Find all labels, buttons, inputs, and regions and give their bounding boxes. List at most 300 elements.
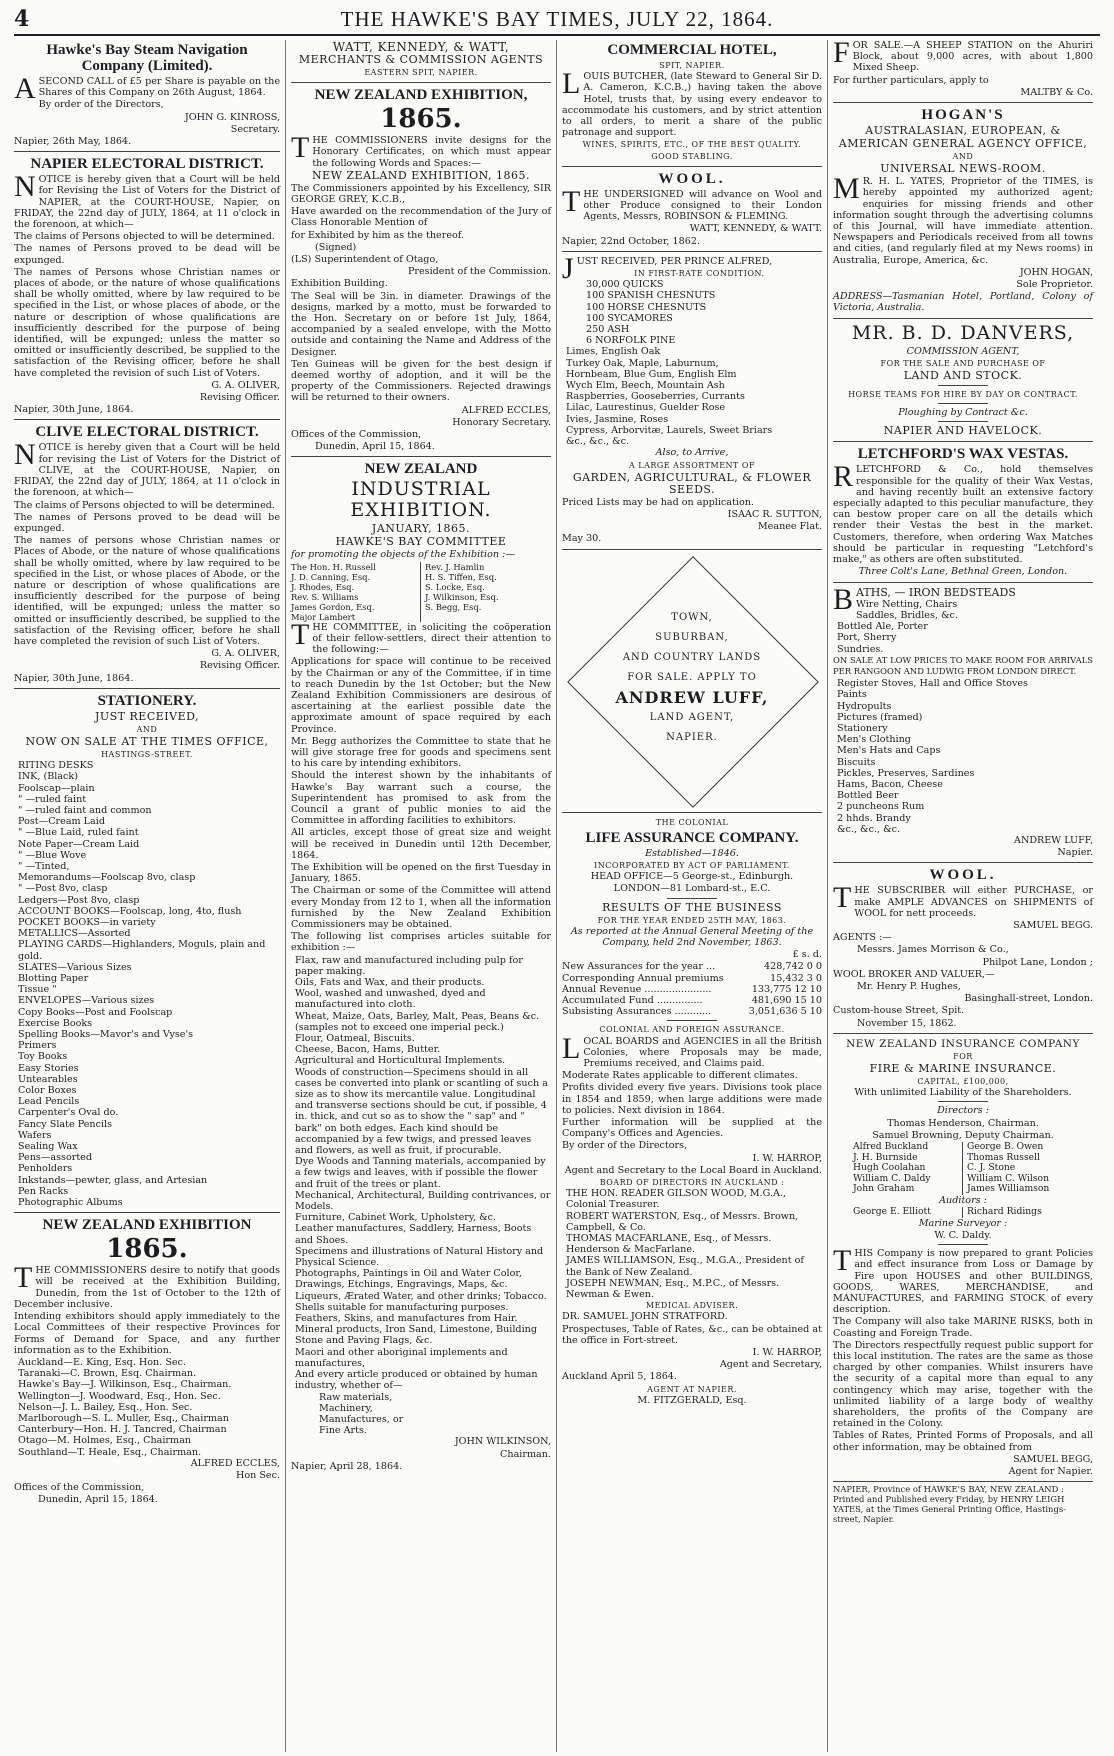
napier-text-2: The claims of Persons objected to will be determined. bbox=[14, 231, 275, 243]
nze1-list bbox=[14, 1357, 280, 1458]
nze2-text-4: for Exhibited by him as the thereof. bbox=[291, 229, 465, 241]
ind-items bbox=[291, 955, 551, 1392]
nursery-plant-item: Raspberries, Gooseberries, Currants bbox=[566, 391, 745, 403]
director-name: Alfred Buckland bbox=[853, 1141, 929, 1153]
stationery-item: Foolscap—plain bbox=[18, 782, 95, 794]
wool2-agents: AGENTS :— bbox=[833, 932, 892, 944]
nzi-text-1: THIS Company is now prepared to grant Policies and effect insurance from Loss or Damage by Fire upon HOUSES and other BUILDINGS, GOODS, WARES, MERCHANDISE, and MANUFACTURES, and FARMING STOCK of every description. bbox=[833, 1244, 1093, 1316]
stationery-item: Memorandums—Foolscap 8vo, clasp bbox=[18, 872, 196, 884]
exhibition-article: Maori and other aboriginal implements and manufactures, bbox=[295, 1346, 508, 1369]
paper-title: THE HAWKE'S BAY TIMES, JULY 22, 1864. bbox=[340, 7, 774, 31]
colonial-agent: M. FITZGERALD, Esq. bbox=[637, 1394, 747, 1406]
director-name: George B. Owen bbox=[967, 1141, 1044, 1153]
exhibition-article: Photographs, Paintings in Oil and Water Color, Drawings, Etchings, Engravings, Maps, &c. bbox=[295, 1268, 522, 1291]
stationery-heading: STATIONERY. bbox=[97, 692, 197, 709]
exhibition-article: Oils, Fats and Wax, and their products. bbox=[295, 976, 485, 988]
clive-date: Napier, 30th June, 1864. bbox=[14, 672, 134, 684]
hogan-role: Sole Proprietor. bbox=[1016, 279, 1093, 291]
luff-diamond-ad bbox=[567, 556, 817, 806]
results-row bbox=[562, 1006, 822, 1017]
stationery-item: Sealing Wax bbox=[18, 1141, 78, 1153]
results-value: 428,742 0 0 bbox=[764, 961, 822, 973]
nze2-sig: ALFRED ECCLES, bbox=[461, 404, 551, 416]
exhibition-article: Specimens and illustrations of Natural History and Physical Science. bbox=[295, 1245, 544, 1269]
stationery-item: Photographic Albums bbox=[18, 1197, 123, 1209]
hogan-text: M R. H. L. YATES, Proprietor of the TIMES, is hereby appointed my authorized agent; enquiries for missing friends and other information sought through the advertising columns of this Journal, will have immediate attention. Newspapers and Periodicals received from all towns and cities, (and regularly filed at my News rooms) in Australia, Europe, America, &c. bbox=[833, 172, 1093, 266]
alfred-price-lists: Priced Lists may be had on application. bbox=[562, 496, 754, 508]
steam-order: By order of the Directors, bbox=[38, 99, 164, 111]
results-value: 133,775 12 10 bbox=[751, 983, 822, 995]
director-entry: ROBERT WATERSTON, Esq., of Messrs. Brown, Campbell, & Co. bbox=[566, 1210, 799, 1233]
nzi-text-4: Tables of Rates, Printed Forms of Proposals, and all other information, may be obtained from bbox=[833, 1430, 1093, 1453]
nze2-text-10: Ten Guineas will be given for the best design if deemed worthy of adoption, and it will be the property of the Commissioners. Rejected drawings will be returned to their owners. bbox=[291, 358, 551, 404]
danvers-heading: MR. B. D. DANVERS, bbox=[851, 321, 1075, 344]
stationery-item: METALLICS—Assorted bbox=[18, 928, 131, 940]
nzi-liability: With unlimited Liability of the Shareholders. bbox=[854, 1087, 1072, 1099]
napier-sig: G. A. OLIVER, bbox=[211, 379, 280, 391]
masthead bbox=[14, 6, 1100, 36]
stationery-item: Lead Pencils bbox=[18, 1096, 80, 1108]
stock-item: &c., &c., &c. bbox=[837, 823, 901, 835]
nursery-plant-item: Hornbeam, Blue Gum, English Elm bbox=[566, 368, 737, 380]
stationery-item: " —ruled faint and common bbox=[18, 804, 152, 816]
stock-item: Paints bbox=[837, 689, 867, 701]
clive-sig: G. A. OLIVER, bbox=[211, 648, 280, 660]
page-number: 4 bbox=[14, 6, 30, 32]
nzi-sub: FIRE & MARINE INSURANCE. bbox=[869, 1062, 1057, 1076]
committee-member: J. D. Canning, Esq. bbox=[291, 571, 371, 582]
hotel-stabling: GOOD STABLING. bbox=[651, 151, 733, 161]
hotel-wines: WINES, SPIRITS, ETC., OF THE BEST QUALITY. bbox=[582, 140, 802, 150]
exhibition-article: Feathers, Skins, and manufactures from Hair. bbox=[295, 1313, 518, 1325]
stationery-item: Copy Books—Post and Foolscap bbox=[18, 1006, 173, 1018]
exhibition-category: Machinery, bbox=[319, 1402, 373, 1414]
napier-text-3: The names of Persons proved to be dead will be expunged. bbox=[14, 243, 280, 266]
stock-item: Bottled Ale, Porter bbox=[837, 621, 928, 633]
committee-member: J. Rhodes, Esq. bbox=[291, 581, 355, 592]
ind-text-5: All articles, except those of great size and weight will be received in Dunedin until 12th December, 1864. bbox=[291, 827, 551, 861]
hogan-sig: JOHN HOGAN, bbox=[1019, 266, 1093, 278]
nursery-plant-item: Limes, English Oak bbox=[566, 346, 661, 358]
committee-entry: Otago—M. Holmes, Esq., Chairman bbox=[18, 1435, 191, 1447]
danvers-napier: NAPIER AND HAVELOCK. bbox=[883, 424, 1043, 438]
column-4 bbox=[827, 40, 1098, 1752]
exhibition-article: Liqueurs, Ærated Water, and other drinks; Tobacco. bbox=[295, 1290, 547, 1302]
results-value: 481,690 15 10 bbox=[751, 994, 822, 1006]
alfred-list bbox=[562, 346, 822, 447]
nzi-capital: CAPITAL, £100,000, bbox=[917, 1077, 1009, 1087]
colonial-pre: THE COLONIAL bbox=[655, 817, 729, 827]
stationery-item: POCKET BOOKS—in variety bbox=[18, 917, 156, 928]
nzi-auditors bbox=[833, 1207, 1093, 1218]
nze2-text-8: Exhibition Building. bbox=[291, 278, 388, 290]
alfred-seeds: GARDEN, AGRICULTURAL, & FLOWER SEEDS. bbox=[572, 470, 812, 496]
ind-text-2: Applications for space will continue to be received by the Chairman or any of the Committee, if in time to reach Dunedin by the 1st October; but the New Zealand Exhibition Commissioners are desirous of ascertaining at the earliest possible date the approximate amount of space required by each Province. bbox=[291, 656, 551, 735]
stationery-item: " —Blue Wove bbox=[18, 849, 87, 861]
danvers-sub: COMMISSION AGENT, bbox=[906, 345, 1020, 357]
stationery-item: " —Post 8vo, clasp bbox=[18, 883, 108, 895]
clive-text-1: NOTICE is hereby given that a Court will be held for revising the List of Voters for the District of CLIVE, at the COURT-HOUSE, Napier, on FRIDAY, the 22nd day of JULY, 1864, at 11 o'clock in the forenoon, at which— bbox=[14, 438, 280, 499]
ind-sub-items bbox=[291, 1392, 551, 1437]
stationery-item: " —Tinted, bbox=[18, 860, 70, 872]
ind-sub: for promoting the objects of the Exhibition :— bbox=[291, 549, 515, 561]
committee-entry: Hawke's Bay—J. Wilkinson, Esq., Chairman. bbox=[18, 1379, 232, 1391]
stock-item: Pickles, Preserves, Sardines bbox=[837, 767, 975, 779]
nursery-stock-item: 100 SPANISH CHESNUTS bbox=[586, 290, 716, 302]
hogan-and: AND bbox=[952, 152, 974, 162]
letchford-heading: LETCHFORD'S WAX VESTAS. bbox=[857, 446, 1069, 463]
wool2-a1: Messrs. James Morrison & Co., bbox=[857, 944, 1009, 956]
alfred-assortment: A LARGE ASSORTMENT OF bbox=[628, 460, 756, 470]
exhibition-category: Manufactures, or bbox=[319, 1413, 404, 1425]
napier-text-4: The names of Persons whose Christian names or places of abode, or the nature of whose qualifications shall be wholly omitted, where by law required to be specified in the List, or whose places of abode, or the nature or description of whose qualifications are insufficiently described for the purpose of being identified, will be expunged; unless the matter so omitted or insufficiently described, be supplied to the satisfaction of the Revising officer, before he shall have completed the revision of such List of Voters. bbox=[14, 266, 280, 379]
colonial-text-4: Further information will be supplied at the Company's Offices and Agencies. bbox=[562, 1116, 822, 1140]
alfred-heading: JUST RECEIVED, PER PRINCE ALFRED, bbox=[562, 251, 773, 285]
stock-item: Wire Netting, Chairs bbox=[856, 598, 958, 610]
alfred-place: Meanee Flat. bbox=[757, 521, 822, 533]
stationery-item: Inkstands—pewter, glass, and Artesian bbox=[18, 1174, 208, 1186]
alfred-items bbox=[562, 279, 822, 346]
ind-sig: JOHN WILKINSON, bbox=[454, 1436, 551, 1448]
results-label: Annual Revenue ...................... bbox=[562, 983, 712, 995]
stationery-item: PLAYING CARDS—Highlanders, Moguls, plain and gold. bbox=[18, 939, 266, 962]
director-name: John Graham bbox=[853, 1183, 915, 1195]
colonial-doctor: DR. SAMUEL JOHN STRATFORD. bbox=[562, 1311, 728, 1323]
napier-role: Revising Officer. bbox=[199, 392, 280, 404]
stationery-item: Fancy Slate Pencils bbox=[18, 1118, 113, 1130]
nzi-sig: SAMUEL BEGG, bbox=[1013, 1453, 1093, 1465]
nze2-text-5: (Signed) bbox=[315, 241, 357, 253]
luff-line-4: FOR SALE. APPLY TO bbox=[627, 671, 757, 683]
baths-sig: ANDREW LUFF, bbox=[1014, 834, 1093, 846]
nze1-sig: ALFRED ECCLES, bbox=[190, 1457, 280, 1469]
stationery-item: Untearables bbox=[18, 1073, 78, 1085]
ind-members bbox=[291, 562, 551, 622]
nze2-heading: NEW ZEALAND EXHIBITION, bbox=[314, 87, 528, 104]
steam-heading: Hawke's Bay Steam Navigation Company (Limited). bbox=[46, 42, 248, 74]
stationery-item: Penholders bbox=[18, 1163, 73, 1175]
nzi-text-3: The Directors respectfully request public support for this local institution. The rates are the same as those charged by other companies. Whilst insurers have the security of a capital more than equal to any contingency which may arise, together with the unlimited liability of a large body of wealthy shareholders, the profits of the Company are retained in the Colony. bbox=[833, 1339, 1093, 1430]
hotel-sub: SPIT, NAPIER. bbox=[659, 61, 725, 70]
luff-line-2: SUBURBAN, bbox=[655, 631, 729, 643]
nze2-date: Dunedin, April 15, 1864. bbox=[315, 441, 435, 453]
watt-address: EASTERN SPIT, NAPIER. bbox=[364, 68, 478, 77]
ind-text-6: The Exhibition will be opened on the first Tuesday in January, 1865. bbox=[291, 861, 551, 885]
wool2-a5: Basinghall-street, London. bbox=[964, 993, 1093, 1005]
exhibition-article: Shells suitable for manufacturing purposes. bbox=[295, 1301, 509, 1313]
nze1-year: 1865. bbox=[106, 1234, 188, 1265]
wool2-a6: Custom-house Street, Spit. bbox=[833, 1005, 965, 1017]
director-name: J. H. Burnside bbox=[853, 1151, 918, 1163]
watt-heading: WATT, KENNEDY, & WATT, bbox=[332, 40, 510, 54]
stationery-item: Pens—assorted bbox=[18, 1152, 92, 1164]
colonial-reported: As reported at the Annual General Meeting of the Company, held 2nd November, 1863. bbox=[570, 925, 814, 948]
nzi-directors bbox=[833, 1142, 1093, 1195]
luff-line-7: NAPIER. bbox=[666, 731, 718, 743]
napier-date: Napier, 30th June, 1864. bbox=[14, 404, 134, 416]
clive-text-4: The names of persons whose Christian names or Places of Abode, or the nature of whose qualifications shall be wholly omitted, where by law required to be specified in the List, or whose places of Abode, or the nature or description of whose qualifications are insufficiently described for the purpose of being identified, will be expunged; unless the matter so omitted or insufficiently described, be supplied to the satisfaction of the Revising officer, before he shall have completed the revision of such List of Voters. bbox=[14, 535, 280, 647]
nze2-offices: Offices of the Commission, bbox=[291, 429, 422, 441]
luff-line-3: AND COUNTRY LANDS bbox=[622, 651, 762, 663]
committee-member: J. Wilkinson, Esq. bbox=[425, 591, 499, 602]
ind-committee: HAWKE'S BAY COMMITTEE bbox=[335, 535, 507, 549]
baths-place: Napier. bbox=[1057, 847, 1093, 859]
director-name: William C. Daldy bbox=[853, 1172, 931, 1184]
nze2-text-6: (LS) Superintendent of Otago, bbox=[291, 254, 439, 266]
colonial-text-1: LOCAL BOARDS and AGENCIES in all the British Colonies, where Proposals may be made, Premiums received, and Claims paid. bbox=[562, 1031, 822, 1069]
committee-entry: Canterbury—Hon. H. J. Tancred, Chairman bbox=[18, 1424, 227, 1436]
exhibition-article: Furniture, Cabinet Work, Upholstery, &c. bbox=[295, 1212, 497, 1224]
wool2-a2: Philpot Lane, London ; bbox=[982, 956, 1093, 968]
stationery-item: " —Blue Laid, ruled faint bbox=[18, 827, 139, 839]
nzi-surveyor: W. C. Daldy. bbox=[934, 1230, 992, 1241]
stationery-item: Tissue " bbox=[18, 984, 57, 996]
colonial-prospectuses: Prospectuses, Table of Rates, &c., can be obtained at the office in Fort-street. bbox=[562, 1323, 822, 1346]
stationery-item: Note Paper—Cream Laid bbox=[18, 838, 140, 850]
stationery-item: ACCOUNT BOOKS—Foolscap, long, 4to, flush bbox=[18, 905, 242, 917]
committee-member: Rev. S. Williams bbox=[291, 591, 359, 602]
stationery-item: Pen Racks bbox=[18, 1185, 69, 1197]
nze2-year: 1865. bbox=[380, 104, 462, 135]
stock-item: Biscuits bbox=[837, 756, 876, 768]
stationery-item: Color Boxes bbox=[18, 1085, 77, 1097]
committee-entry: Wellington—J. Woodward, Esq., Hon. Sec. bbox=[18, 1390, 221, 1402]
nze2-role: Honorary Secretary. bbox=[452, 416, 551, 428]
exhibition-article: Mineral products, Iron Sand, Limestone, Building Stone and Paving Flags, &c. bbox=[295, 1324, 537, 1347]
exhibition-category: Raw materials, bbox=[319, 1391, 393, 1403]
ind-text-8: The following list comprises articles suitable for exhibition :— bbox=[291, 931, 551, 954]
colonial-year: FOR THE YEAR ENDED 25TH MAY, 1863. bbox=[597, 915, 787, 925]
nze2-text-2: The Commissioners appointed by his Excellency, SIR GEORGE GREY, K.C.B., bbox=[291, 182, 551, 206]
stationery-item: Spelling Books—Mavor's and Vyse's bbox=[18, 1029, 194, 1041]
baths-on-sale: ON SALE AT LOW PRICES TO MAKE ROOM FOR ARRIVALS PER RANGOON AND LUDWIG FROM LONDON DIRECT. bbox=[833, 654, 1093, 676]
colonial-directors bbox=[562, 1188, 822, 1300]
wool2-sig: SAMUEL BEGG. bbox=[1013, 919, 1093, 931]
wool2-a4: Mr. Henry P. Hughes, bbox=[857, 981, 961, 992]
nzi-heading: NEW ZEALAND INSURANCE COMPANY bbox=[846, 1037, 1080, 1050]
stock-item: Port, Sherry bbox=[837, 632, 897, 644]
hogan-sub-1: AUSTRALASIAN, EUROPEAN, & bbox=[865, 124, 1061, 138]
stock-item: Pictures (framed) bbox=[837, 711, 923, 723]
results-label: New Assurances for the year ... bbox=[562, 961, 716, 973]
ind-date-signed: Napier, April 28, 1864. bbox=[291, 1460, 403, 1472]
results-row bbox=[562, 961, 822, 972]
luff-line-6: LAND AGENT, bbox=[649, 711, 735, 723]
committee-entry: Auckland—E. King, Esq. Hon. Sec. bbox=[18, 1356, 187, 1368]
nzi-for: FOR bbox=[953, 1051, 973, 1061]
colonial-established: Established—1846. bbox=[645, 847, 739, 859]
nursery-stock-item: 30,000 QUICKS bbox=[586, 279, 664, 291]
committee-member: The Hon. H. Russell bbox=[291, 561, 376, 572]
alfred-sig: ISAAC R. SUTTON, bbox=[727, 508, 822, 520]
nursery-stock-item: 100 HORSE CHESNUTS bbox=[586, 301, 707, 313]
sale-sig: MALTBY & Co. bbox=[1020, 86, 1093, 98]
committee-member: Major Lambert bbox=[291, 611, 356, 622]
nze1-date: Dunedin, April 15, 1864. bbox=[38, 1494, 158, 1506]
hotel-text: LOUIS BUTCHER, (late Steward to General Sir D. A. Cameron, K.C.B.,) having taken the above Hotel, trusts that, by using every endeavor to accommodate his customers, and by strict attention to all orders, to merit a share of the public patronage and support. bbox=[562, 67, 822, 139]
stock-item: Men's Hats and Caps bbox=[837, 745, 941, 757]
stock-item: Stationery bbox=[837, 722, 888, 734]
ind-text-3: Mr. Begg authorizes the Committee to state that he will give storage free for goods and specimens sent to his care by intending exhibitors. bbox=[291, 735, 551, 770]
nzi-directors-heading: Directors : bbox=[937, 1105, 989, 1117]
nursery-plant-item: Cypress, Arborvitæ, Laurels, Sweet Briars bbox=[566, 424, 773, 436]
colonial-heading: LIFE ASSURANCE COMPANY. bbox=[585, 829, 799, 846]
exhibition-article: Dye Woods and Tanning materials, accompanied by a few twigs and leaves, with if possible the flower and fruit of the trees or plant. bbox=[295, 1156, 546, 1190]
colonial-sig-2: I. W. HARROP, bbox=[752, 1347, 822, 1359]
clive-text-3: The names of Persons proved to be dead will be expunged. bbox=[14, 511, 280, 534]
ind-heading-2: INDUSTRIAL EXHIBITION. bbox=[350, 478, 492, 522]
nzi-text-2: The Company will also take MARINE RISKS, both in Coasting and Foreign Trade. bbox=[833, 1316, 1093, 1339]
exhibition-article: Wool, washed and unwashed, dyed and manufactured into cloth. bbox=[295, 988, 486, 1011]
exhibition-article: Cheese, Bacon, Hams, Butter. bbox=[295, 1044, 441, 1056]
clive-heading: CLIVE ELECTORAL DISTRICT. bbox=[35, 424, 259, 441]
colonial-incorporated: INCORPORATED BY ACT OF PARLIAMENT. bbox=[594, 860, 790, 870]
hogan-sub-3: UNIVERSAL NEWS-ROOM. bbox=[880, 162, 1046, 176]
nzi-role: Agent for Napier. bbox=[1008, 1466, 1093, 1478]
baths-heading: BATHS, — IRON BEDSTEADS bbox=[833, 582, 1016, 616]
imprint: NAPIER, Province of HAWKE'S BAY, NEW ZEALAND : Printed and Published every Friday, by HENRY LEIGH YATES, at the Times General Printing Office, Hastings-street, Napier. bbox=[833, 1481, 1093, 1524]
results-row bbox=[562, 973, 822, 984]
stationery-item: SLATES—Various Sizes bbox=[18, 961, 132, 973]
stationery-and: AND bbox=[136, 724, 158, 734]
napier-heading: NAPIER ELECTORAL DISTRICT. bbox=[30, 156, 264, 173]
nze2-text-7: President of the Commission. bbox=[407, 266, 551, 278]
nursery-stock-item: 100 SYCAMORES bbox=[586, 312, 673, 324]
hotel-heading: COMMERCIAL HOTEL, bbox=[607, 42, 777, 58]
stationery-item: Carpenter's Oval do. bbox=[18, 1107, 119, 1119]
steam-date: Napier, 26th May, 1864. bbox=[14, 136, 132, 148]
exhibition-article: Leather manufactures, Saddlery, Harness, Boots and Shoes. bbox=[295, 1223, 532, 1246]
results-value: 15,432 3 0 bbox=[770, 972, 822, 984]
stock-item: 2 hhds. Brandy bbox=[837, 812, 911, 824]
colonial-role: Agent and Secretary to the Local Board in Auckland. bbox=[564, 1164, 822, 1176]
colonial-london: LONDON—81 Lombard-st., E.C. bbox=[613, 883, 771, 895]
ind-role: Chairman. bbox=[500, 1448, 551, 1460]
column-3 bbox=[556, 40, 827, 1752]
stationery-item: Toy Books bbox=[18, 1051, 68, 1063]
colonial-table-header: £ s. d. bbox=[792, 949, 822, 961]
nzi-auditors-heading: Auditors : bbox=[939, 1195, 987, 1206]
danvers-ploughing: Ploughing by Contract &c. bbox=[898, 407, 1028, 419]
colonial-text-3: Profits divided every five years. Divisions took place in 1854 and 1859, when large additions were made to policies. Next division in 1864. bbox=[562, 1082, 822, 1116]
stationery-street: HASTINGS-STREET. bbox=[101, 749, 193, 759]
ind-text-1: THE COMMITTEE, in soliciting the coöperation of their fellow-settlers, direct their attention to the following:— bbox=[291, 617, 551, 656]
results-row bbox=[562, 995, 822, 1006]
director-name: C. J. Stone bbox=[967, 1162, 1016, 1174]
exhibition-article: Flour, Oatmeal, Biscuits. bbox=[295, 1033, 415, 1044]
director-entry: JOSEPH NEWMAN, Esq., M.P.C., of Messrs. Newman & Ewen. bbox=[566, 1277, 780, 1301]
nzi-surveyor-heading: Marine Surveyor : bbox=[918, 1217, 1008, 1229]
hogan-heading: HOGAN'S bbox=[921, 107, 1005, 124]
results-value: 3,051,636 5 10 bbox=[748, 1006, 822, 1018]
committee-entry: Marlborough—S. L. Muller, Esq., Chairman bbox=[18, 1412, 229, 1424]
alfred-date: May 30. bbox=[562, 533, 602, 545]
stationery-item: Ledgers—Post 8vo, clasp bbox=[18, 894, 140, 906]
wool1-text: THE UNDERSIGNED will advance on Wool and other Produce consigned to their London Agents, Messrs, ROBINSON & FLEMING. bbox=[562, 184, 822, 223]
ind-text-7: The Chairman or some of the Committee will attend every Monday from 12 to 1, when all the information furnished by the New Zealand Exhibition Commissioners may be obtained. bbox=[291, 885, 551, 930]
nze1-heading: NEW ZEALAND EXHIBITION bbox=[42, 1217, 252, 1234]
stationery-item: " —ruled faint bbox=[18, 793, 87, 805]
nze1-text-1: THE COMMISSIONERS desire to notify that goods will be received at the Exhibition Building, Dunedin, from the 1st of October to the 12th of December inclusive. bbox=[14, 1261, 280, 1310]
stationery-item: INK, (Black) bbox=[18, 771, 78, 783]
exhibition-article: Mechanical, Architectural, Building contrivances, or Models. bbox=[295, 1189, 551, 1213]
stationery-item: Primers bbox=[18, 1040, 57, 1052]
exhibition-category: Fine Arts. bbox=[319, 1425, 367, 1437]
stationery-item: RITING DESKS bbox=[18, 760, 94, 772]
nursery-plant-item: Wych Elm, Beech, Mountain Ash bbox=[566, 380, 725, 392]
nze1-role: Hon Sec. bbox=[235, 1469, 280, 1481]
stock-item: Register Stoves, Hall and Office Stoves bbox=[837, 678, 1028, 690]
colonial-results-table bbox=[562, 961, 822, 1017]
director-entry: THE HON. READER GILSON WOOD, M.G.A., Colonial Treasurer. bbox=[566, 1188, 787, 1211]
results-label: Accumulated Fund ............... bbox=[562, 994, 703, 1006]
colonial-results: RESULTS OF THE BUSINESS bbox=[602, 900, 782, 914]
committee-member: James Gordon, Esq. bbox=[291, 601, 375, 612]
nzi-auditor-1: George E. Elliott bbox=[853, 1207, 963, 1218]
wool1-sig: WATT, KENNEDY, & WATT. bbox=[689, 223, 822, 235]
danvers-for: FOR THE SALE AND PURCHASE OF bbox=[880, 358, 1046, 368]
ind-heading-1: NEW ZEALAND bbox=[364, 461, 478, 478]
letchford-text: RLETCHFORD & Co., hold themselves responsible for the quality of their Wax Vestas, and having recently built an extensive factory especially adapted to this peculiar manufacture, they can bestow proper care on all the details which render their Vestas the best in the market. Customers, therefore, when ordering Wax Matches should be particular in requesting "Letchford's make," as others are often substituted. bbox=[833, 460, 1093, 566]
baths-items bbox=[833, 599, 1093, 655]
nze1-offices: Offices of the Commission, bbox=[14, 1482, 145, 1494]
results-label: Subsisting Assurances ............ bbox=[562, 1006, 712, 1018]
watt-sub: MERCHANTS & COMMISSION AGENTS bbox=[298, 53, 544, 66]
wool2-date: November 15, 1862. bbox=[857, 1017, 957, 1029]
sale-text-2: For further particulars, apply to bbox=[833, 74, 989, 86]
nursery-stock-item: 250 ASH bbox=[586, 324, 630, 336]
wool1-heading: WOOL. bbox=[658, 170, 726, 187]
stationery-item: Wafers bbox=[18, 1129, 52, 1141]
colonial-agent-heading: AGENT AT NAPIER. bbox=[647, 1384, 737, 1394]
stationery-item: ENVELOPES—Various sizes bbox=[18, 995, 155, 1007]
nursery-plant-item: &c., &c., &c. bbox=[566, 436, 630, 448]
committee-entry: Taranaki—C. Brown, Esq. Chairman. bbox=[18, 1368, 197, 1380]
nze2-subheading: NEW ZEALAND EXHIBITION, 1865. bbox=[311, 168, 531, 182]
nze2-text-9: The Seal will be 3in. in diameter. Drawings of the designs, marked by a motto, must be forwarded to the Hon. Secretary on or before 1st July, 1864, accompanied by a sealed envelope, with the Motto outside and containing the Name and Address of the Designer. bbox=[291, 290, 551, 358]
clive-text-2: The claims of Persons objected to will be determined. bbox=[14, 499, 275, 511]
committee-entry: Nelson—J. L. Bailey, Esq., Hon. Sec. bbox=[18, 1401, 193, 1413]
colonial-foreign: COLONIAL AND FOREIGN ASSURANCE. bbox=[599, 1025, 785, 1035]
stock-item: Saddles, Bridles, &c. bbox=[856, 609, 958, 621]
columns bbox=[14, 40, 1100, 1752]
stock-item: Hams, Bacon, Cheese bbox=[837, 778, 943, 790]
director-name: Hugh Coolahan bbox=[853, 1162, 926, 1174]
colonial-head-office: HEAD OFFICE—5 George-st., Edinburgh. bbox=[590, 871, 794, 883]
stationery-item: Exercise Books bbox=[18, 1017, 93, 1029]
colonial-text-2: Moderate Rates applicable to different climates. bbox=[562, 1070, 798, 1082]
alfred-sub: IN FIRST-RATE CONDITION. bbox=[634, 269, 765, 279]
ind-text-4: Should the interest shown by the inhabitants of Hawke's Bay warrant such a course, the Superintendent has promised to ask from the Council a grant of public monies to aid the Committee in affording facilities to exhibitors. bbox=[291, 770, 551, 827]
exhibition-article: Wheat, Maize, Oats, Barley, Malt, Peas, Beans &c. (samples not to exceed one imperial peck.) bbox=[295, 1010, 540, 1033]
colonial-board-heading: BOARD OF DIRECTORS IN AUCKLAND : bbox=[599, 1178, 785, 1187]
committee-member: S. Locke, Esq. bbox=[425, 581, 485, 592]
luff-line-5: ANDREW LUFF, bbox=[615, 687, 769, 707]
danvers-horse: HORSE TEAMS FOR HIRE BY DAY OR CONTRACT. bbox=[848, 390, 1078, 400]
steam-text: ASECOND CALL of £5 per Share is payable on the Shares of this Company on 26th August, 1864. bbox=[14, 72, 280, 105]
colonial-sig: I. W. HARROP, bbox=[752, 1152, 822, 1164]
steam-sig: JOHN G. KINROSS, bbox=[184, 111, 280, 123]
letchford-address: Three Colt's Lane, Bethnal Green, London. bbox=[858, 566, 1068, 578]
director-entry: JAMES WILLIAMSON, Esq., M.G.A., President of the Bank of New Zealand. bbox=[566, 1255, 804, 1278]
clive-role: Revising Officer. bbox=[199, 660, 280, 672]
stationery-item: Post—Cream Laid bbox=[18, 816, 105, 828]
director-name: William C. Wilson bbox=[967, 1172, 1050, 1184]
nursery-plant-item: Lilac, Laurestinus, Guelder Rose bbox=[566, 402, 726, 414]
colonial-text-5: By order of the Directors, bbox=[562, 1140, 688, 1152]
stock-item: Hydropults bbox=[837, 700, 892, 712]
nursery-plant-item: Ivies, Jasmine, Roses bbox=[566, 413, 669, 425]
